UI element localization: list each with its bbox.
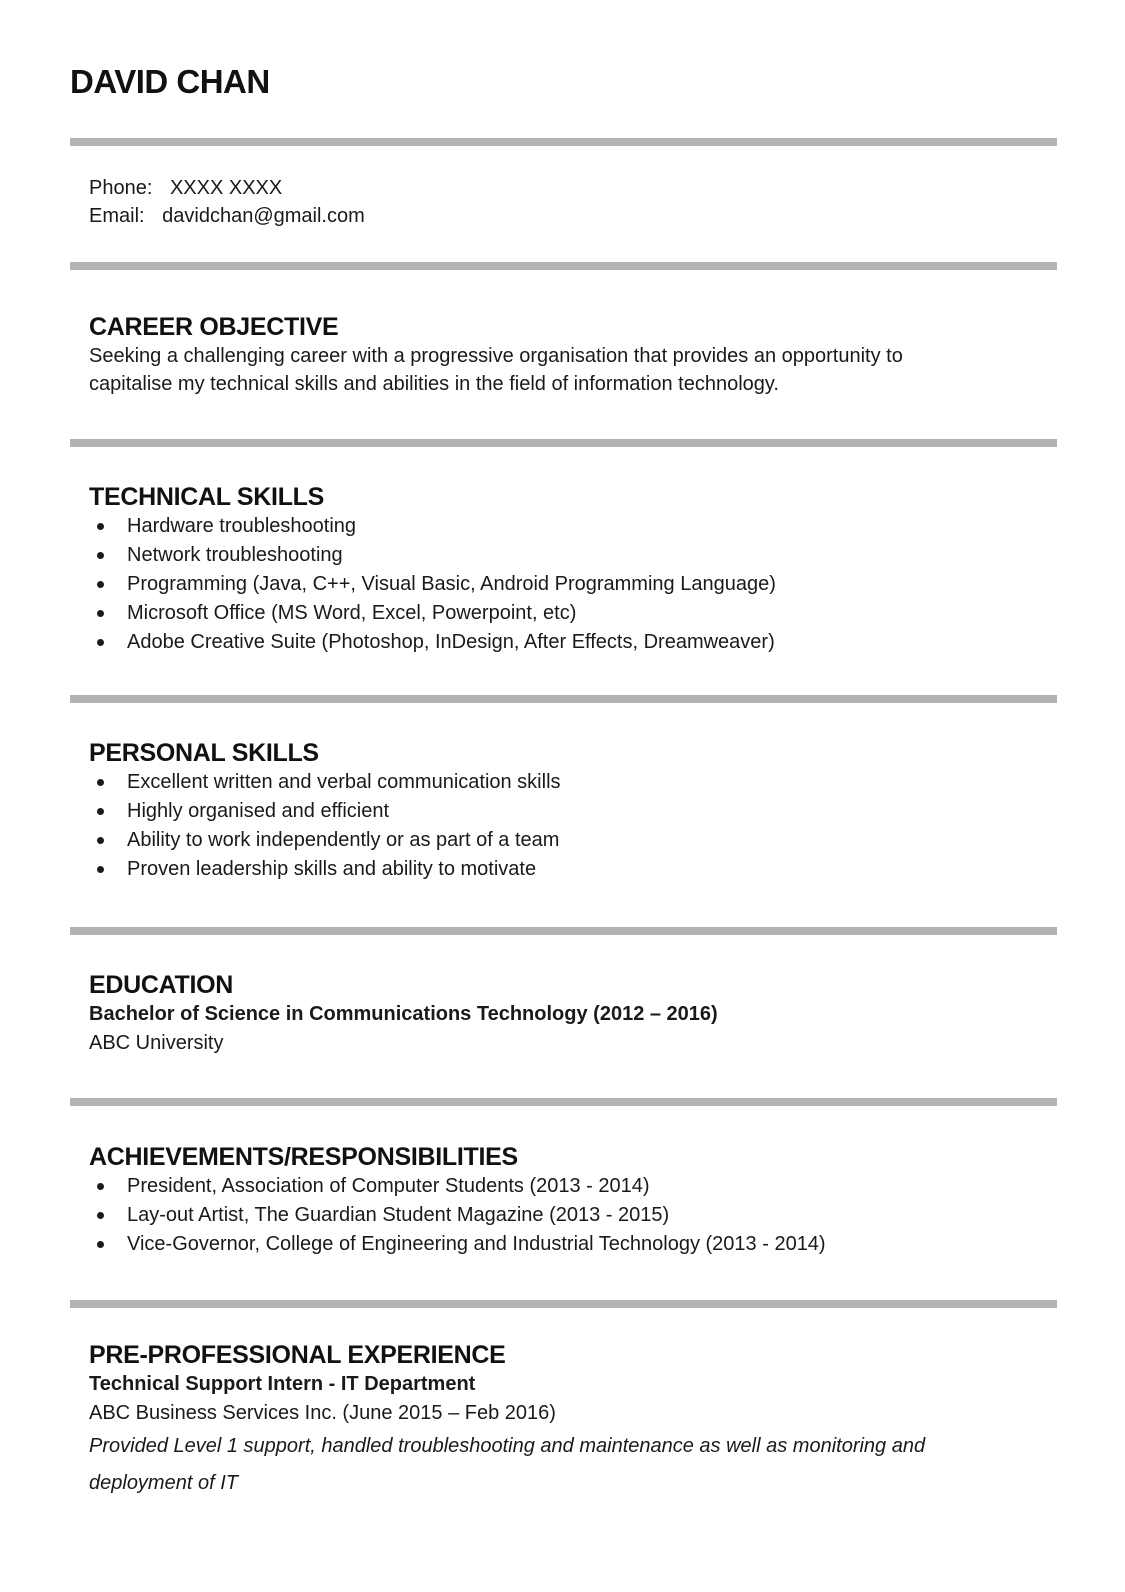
email-row	[89, 202, 1057, 230]
list-item	[89, 1230, 1057, 1259]
list-item-text: Programming (Java, C++, Visual Basic, Android Programming Language)	[127, 573, 776, 595]
section-technical-skills	[70, 482, 1057, 657]
bullet-icon	[97, 610, 104, 617]
list-item-text: Adobe Creative Suite (Photoshop, InDesign, After Effects, Dreamweaver)	[127, 631, 775, 653]
list-item-text: Ability to work independently or as part of a team	[127, 829, 560, 851]
resume-content	[0, 62, 1125, 1502]
list-item	[89, 768, 1057, 797]
bullet-icon	[97, 1212, 104, 1219]
achievements-list	[89, 1172, 1057, 1259]
education-school: ABC University	[89, 1032, 224, 1054]
phone-row	[89, 174, 1057, 202]
list-item	[89, 541, 1057, 570]
section-divider	[70, 262, 1057, 270]
bullet-icon	[97, 581, 104, 588]
bullet-icon	[97, 552, 104, 559]
section-personal-skills	[70, 738, 1057, 884]
career-objective-text	[89, 342, 1057, 398]
list-item	[89, 826, 1057, 855]
technical-skills-title: TECHNICAL SKILLS	[89, 483, 325, 511]
section-experience	[70, 1340, 1057, 1502]
experience-description	[89, 1428, 1057, 1502]
career-objective-line-2: capitalise my technical skills and abilities in the field of information technology.	[89, 373, 779, 395]
career-objective-title: CAREER OBJECTIVE	[89, 313, 339, 341]
education-degree: Bachelor of Science in Communications Technology (2012 – 2016)	[89, 1003, 718, 1025]
list-item	[89, 797, 1057, 826]
experience-description-line-1: Provided Level 1 support, handled troubleshooting and maintenance as well as monitoring and	[89, 1435, 926, 1457]
list-item	[89, 1172, 1057, 1201]
bullet-icon	[97, 523, 104, 530]
list-item-text: Hardware troubleshooting	[127, 515, 357, 537]
personal-skills-list	[89, 768, 1057, 884]
phone-value: XXXX XXXX	[169, 177, 283, 199]
section-divider	[70, 695, 1057, 703]
section-divider	[70, 138, 1057, 146]
phone-label: Phone:	[89, 177, 153, 199]
experience-role: Technical Support Intern - IT Department	[89, 1373, 476, 1395]
career-objective-line-1: Seeking a challenging career with a progressive organisation that provides an opportunity to	[89, 345, 903, 367]
email-label: Email:	[89, 205, 145, 227]
email-value: davidchan@gmail.com	[162, 205, 365, 227]
list-item-text: Microsoft Office (MS Word, Excel, Powerpoint, etc)	[127, 602, 577, 624]
list-item	[89, 599, 1057, 628]
section-career-objective	[70, 312, 1057, 398]
personal-skills-title: PERSONAL SKILLS	[89, 739, 319, 767]
bullet-icon	[97, 1241, 104, 1248]
list-item	[89, 570, 1057, 599]
contact-block	[70, 174, 1057, 230]
technical-skills-list	[89, 512, 1057, 657]
section-education	[70, 970, 1057, 1058]
list-item-text: Excellent written and verbal communication skills	[127, 771, 561, 793]
list-item-text: Proven leadership skills and ability to motivate	[127, 858, 537, 880]
list-item	[89, 512, 1057, 541]
list-item-text: Network troubleshooting	[127, 544, 343, 566]
education-title: EDUCATION	[89, 971, 234, 999]
section-divider	[70, 1098, 1057, 1106]
bullet-icon	[97, 837, 104, 844]
bullet-icon	[97, 1183, 104, 1190]
list-item	[89, 1201, 1057, 1230]
list-item-text: Lay-out Artist, The Guardian Student Magazine (2013 - 2015)	[127, 1204, 670, 1226]
bullet-icon	[97, 779, 104, 786]
section-divider	[70, 927, 1057, 935]
section-divider	[70, 439, 1057, 447]
experience-title: PRE-PROFESSIONAL EXPERIENCE	[89, 1341, 506, 1369]
achievements-title: ACHIEVEMENTS/RESPONSIBILITIES	[89, 1143, 518, 1171]
list-item	[89, 628, 1057, 657]
list-item-text: Vice-Governor, College of Engineering and Industrial Technology (2013 - 2014)	[127, 1233, 826, 1255]
experience-description-line-2: deployment of IT	[89, 1472, 238, 1494]
list-item	[89, 855, 1057, 884]
page-title: DAVID CHAN	[70, 63, 270, 100]
list-item-text: President, Association of Computer Students (2013 - 2014)	[127, 1175, 650, 1197]
bullet-icon	[97, 866, 104, 873]
bullet-icon	[97, 808, 104, 815]
experience-company: ABC Business Services Inc. (June 2015 – Feb 2016)	[89, 1402, 556, 1424]
bullet-icon	[97, 639, 104, 646]
list-item-text: Highly organised and efficient	[127, 800, 390, 822]
section-achievements	[70, 1142, 1057, 1259]
section-divider	[70, 1300, 1057, 1308]
